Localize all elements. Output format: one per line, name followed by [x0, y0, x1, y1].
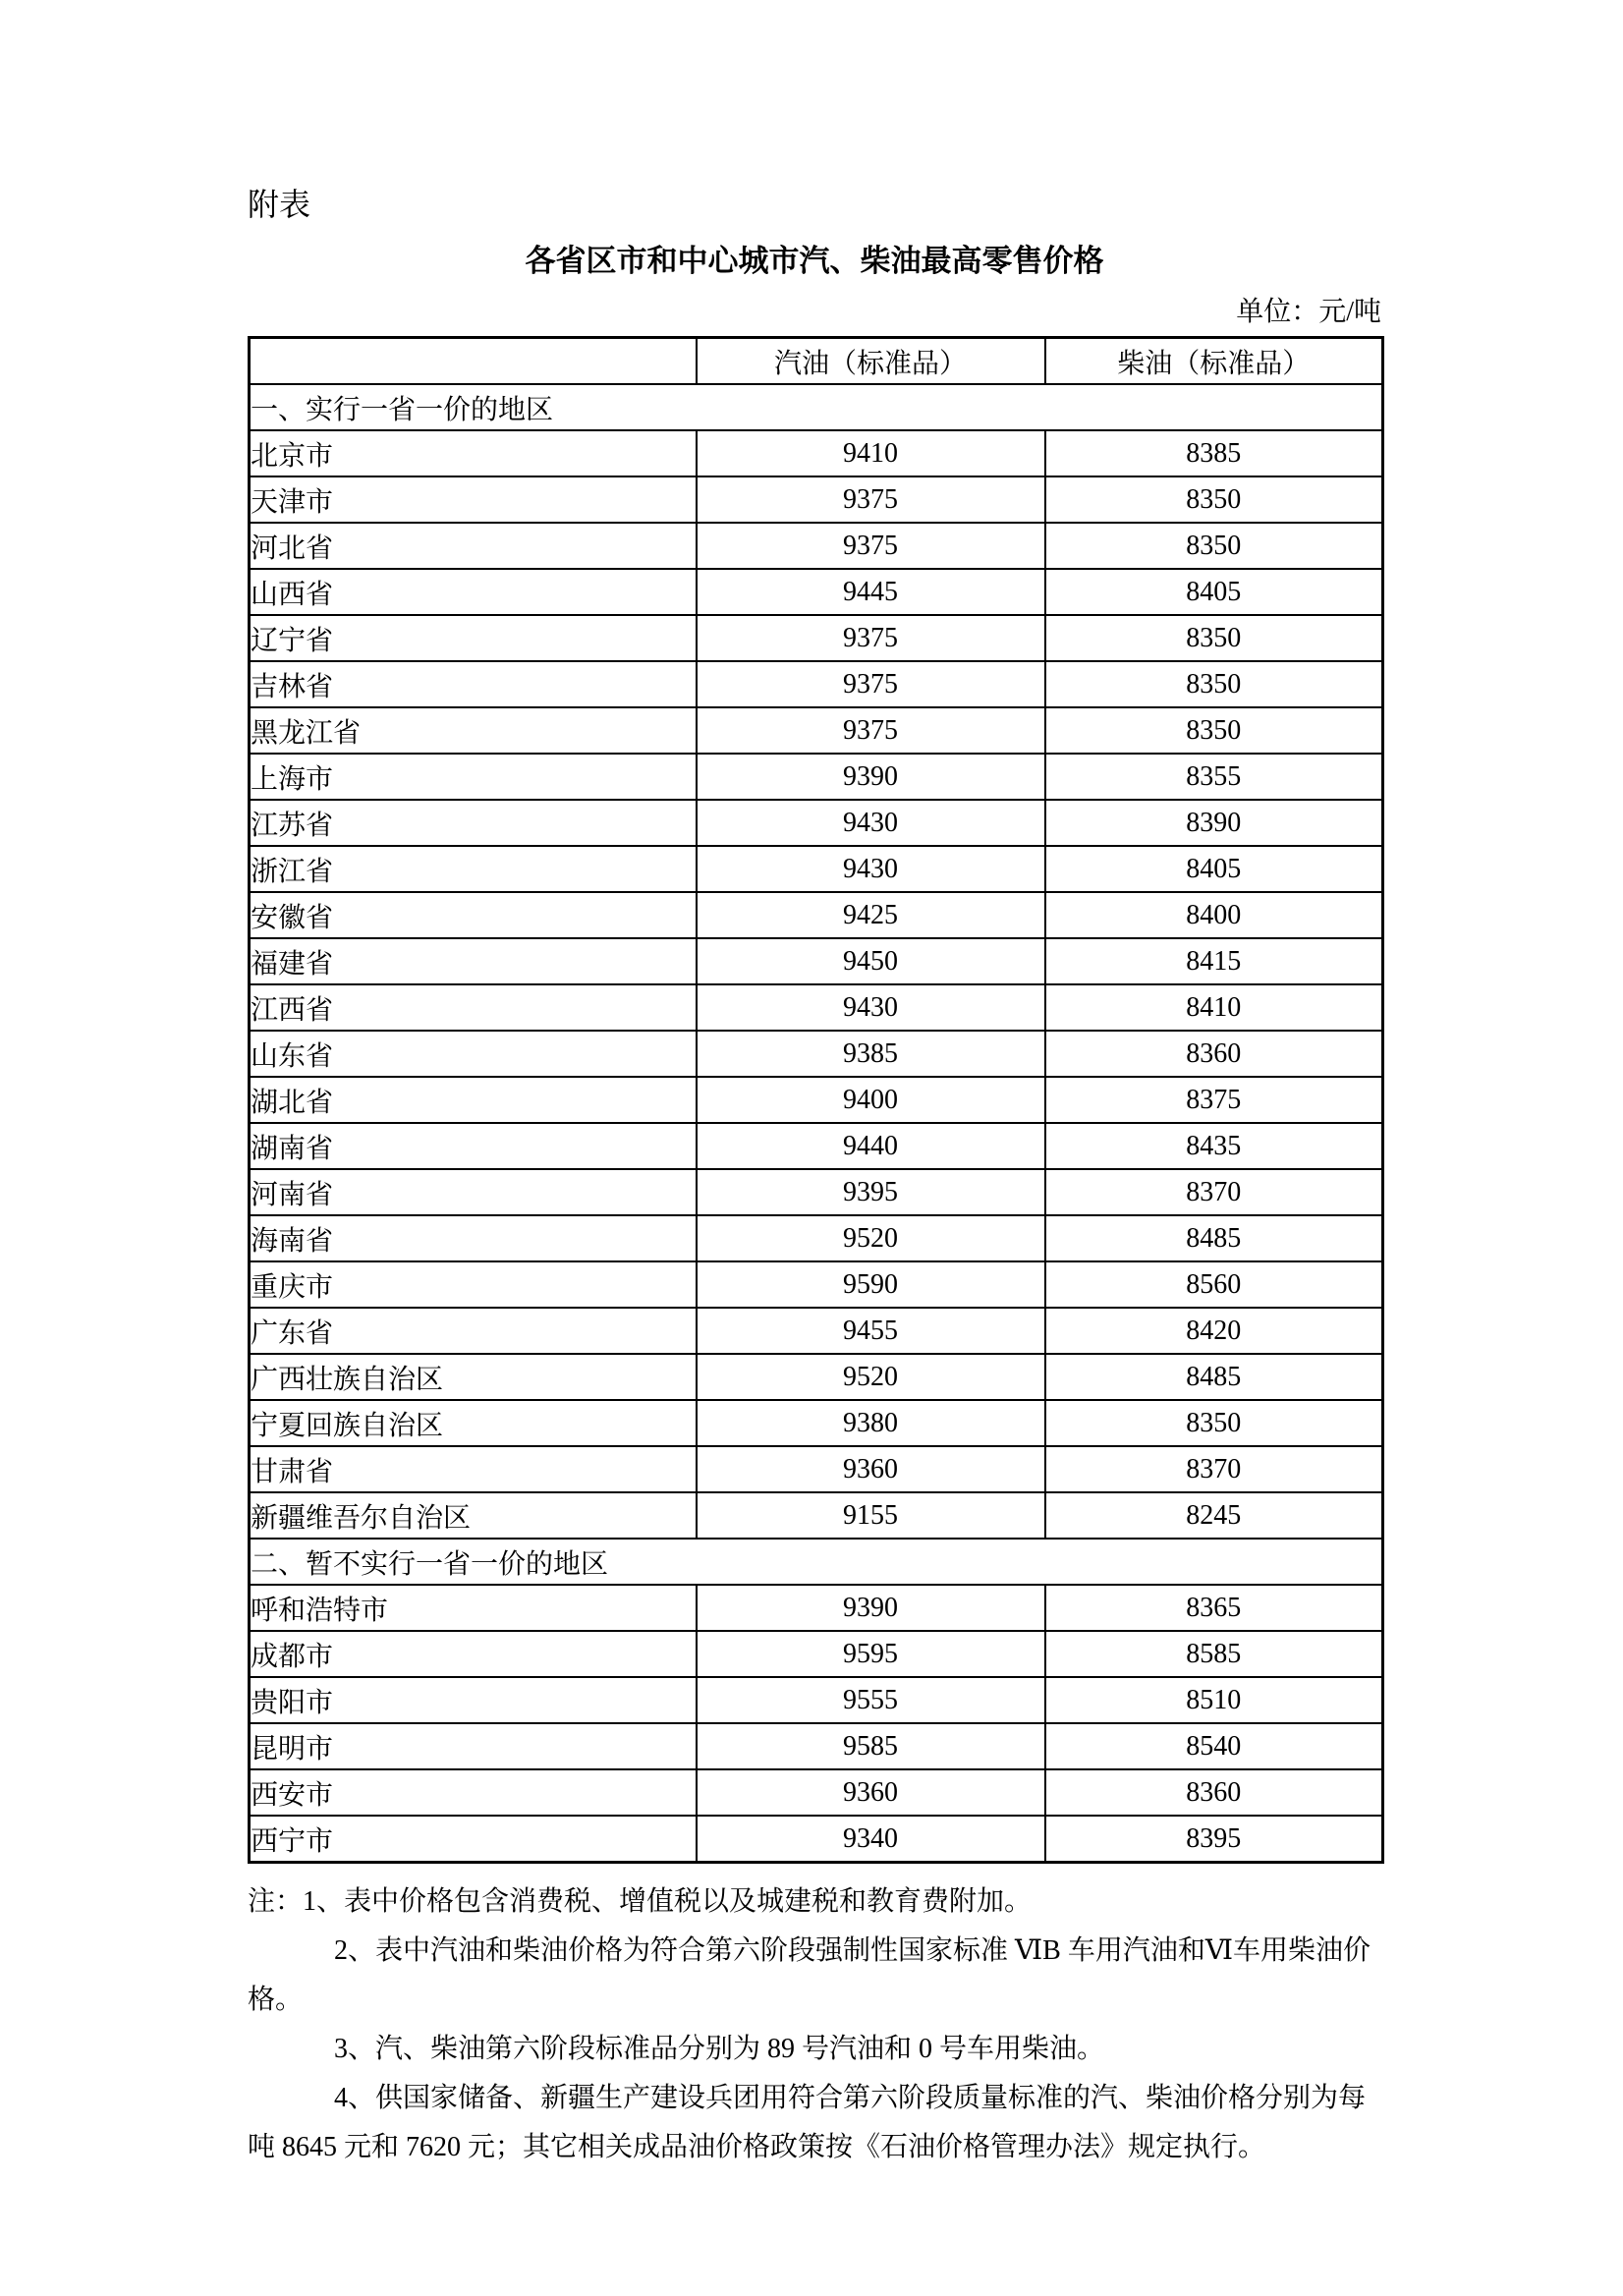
- notes-block: [248, 1877, 1381, 2172]
- table-row: [250, 707, 1383, 754]
- gasoline-price: 9590: [697, 1261, 1045, 1308]
- table-row: [250, 1585, 1383, 1631]
- diesel-price: 8540: [1045, 1723, 1383, 1769]
- page-title: 各省区市和中心城市汽、柴油最高零售价格: [525, 244, 1104, 279]
- diesel-price: 8410: [1045, 984, 1383, 1031]
- region-name: 广西壮族自治区: [250, 1354, 697, 1400]
- region-name: 上海市: [250, 754, 697, 800]
- diesel-price: 8405: [1045, 569, 1383, 615]
- table-row: [250, 569, 1383, 615]
- gasoline-price: 9400: [697, 1077, 1045, 1123]
- price-table: [248, 336, 1384, 1864]
- region-name: 甘肃省: [250, 1446, 697, 1492]
- table-row: [250, 523, 1383, 569]
- diesel-price: 8415: [1045, 938, 1383, 984]
- diesel-price: 8350: [1045, 615, 1383, 661]
- table-row: [250, 1169, 1383, 1215]
- table-row: [250, 938, 1383, 984]
- column-header-diesel: 柴油（标准品）: [1045, 338, 1383, 385]
- diesel-price: 8360: [1045, 1769, 1383, 1816]
- gasoline-price: 9555: [697, 1677, 1045, 1723]
- table-row: [250, 1769, 1383, 1816]
- table-row: [250, 754, 1383, 800]
- region-name: 江西省: [250, 984, 697, 1031]
- attachment-label: 附表: [248, 187, 311, 222]
- table-row: [250, 615, 1383, 661]
- region-name: 宁夏回族自治区: [250, 1400, 697, 1446]
- table-row: [250, 1123, 1383, 1169]
- table-header-row: [250, 338, 1383, 385]
- diesel-price: 8510: [1045, 1677, 1383, 1723]
- gasoline-price: 9385: [697, 1031, 1045, 1077]
- section-header-row: [250, 1539, 1383, 1585]
- table-row: [250, 800, 1383, 846]
- table-row: [250, 1077, 1383, 1123]
- gasoline-price: 9595: [697, 1631, 1045, 1677]
- table-row: [250, 1446, 1383, 1492]
- gasoline-price: 9520: [697, 1215, 1045, 1261]
- table-row: [250, 1215, 1383, 1261]
- note-2: 2、表中汽油和柴油价格为符合第六阶段强制性国家标准 ⅥB 车用汽油和Ⅵ车用柴油价格。: [248, 1935, 1371, 2015]
- gasoline-price: 9375: [697, 523, 1045, 569]
- diesel-price: 8350: [1045, 1400, 1383, 1446]
- diesel-price: 8350: [1045, 523, 1383, 569]
- gasoline-price: 9390: [697, 754, 1045, 800]
- region-name: 湖南省: [250, 1123, 697, 1169]
- gasoline-price: 9340: [697, 1816, 1045, 1863]
- region-name: 北京市: [250, 430, 697, 476]
- region-name: 昆明市: [250, 1723, 697, 1769]
- region-name: 山东省: [250, 1031, 697, 1077]
- diesel-price: 8485: [1045, 1354, 1383, 1400]
- diesel-price: 8365: [1045, 1585, 1383, 1631]
- gasoline-price: 9375: [697, 661, 1045, 707]
- region-name: 山西省: [250, 569, 697, 615]
- gasoline-price: 9585: [697, 1723, 1045, 1769]
- region-name: 呼和浩特市: [250, 1585, 697, 1631]
- column-header-region: [250, 338, 697, 385]
- column-header-gasoline: 汽油（标准品）: [697, 338, 1045, 385]
- diesel-price: 8435: [1045, 1123, 1383, 1169]
- region-name: 广东省: [250, 1308, 697, 1354]
- region-name: 西安市: [250, 1769, 697, 1816]
- unit-label: 单位：元/吨: [1236, 297, 1381, 327]
- table-row: [250, 1308, 1383, 1354]
- diesel-price: 8420: [1045, 1308, 1383, 1354]
- table-row: [250, 476, 1383, 523]
- section-header-row: [250, 384, 1383, 430]
- gasoline-price: 9155: [697, 1492, 1045, 1539]
- section-header: 一、实行一省一价的地区: [250, 384, 1383, 430]
- table-row: [250, 1816, 1383, 1863]
- region-name: 海南省: [250, 1215, 697, 1261]
- region-name: 天津市: [250, 476, 697, 523]
- gasoline-price: 9390: [697, 1585, 1045, 1631]
- table-row: [250, 1723, 1383, 1769]
- diesel-price: 8245: [1045, 1492, 1383, 1539]
- gasoline-price: 9430: [697, 800, 1045, 846]
- region-name: 西宁市: [250, 1816, 697, 1863]
- table-row: [250, 1031, 1383, 1077]
- note-1: 注：1、表中价格包含消费税、增值税以及城建税和教育费附加。: [248, 1886, 1033, 1917]
- region-name: 浙江省: [250, 846, 697, 892]
- gasoline-price: 9380: [697, 1400, 1045, 1446]
- gasoline-price: 9430: [697, 846, 1045, 892]
- diesel-price: 8375: [1045, 1077, 1383, 1123]
- diesel-price: 8585: [1045, 1631, 1383, 1677]
- region-name: 江苏省: [250, 800, 697, 846]
- region-name: 重庆市: [250, 1261, 697, 1308]
- table-row: [250, 1492, 1383, 1539]
- diesel-price: 8485: [1045, 1215, 1383, 1261]
- region-name: 成都市: [250, 1631, 697, 1677]
- gasoline-price: 9360: [697, 1769, 1045, 1816]
- diesel-price: 8390: [1045, 800, 1383, 846]
- diesel-price: 8350: [1045, 661, 1383, 707]
- diesel-price: 8560: [1045, 1261, 1383, 1308]
- gasoline-price: 9375: [697, 615, 1045, 661]
- gasoline-price: 9440: [697, 1123, 1045, 1169]
- gasoline-price: 9430: [697, 984, 1045, 1031]
- gasoline-price: 9375: [697, 707, 1045, 754]
- diesel-price: 8350: [1045, 476, 1383, 523]
- table-row: [250, 661, 1383, 707]
- table-row: [250, 984, 1383, 1031]
- table-row: [250, 430, 1383, 476]
- region-name: 河北省: [250, 523, 697, 569]
- table-row: [250, 1354, 1383, 1400]
- gasoline-price: 9360: [697, 1446, 1045, 1492]
- diesel-price: 8405: [1045, 846, 1383, 892]
- table-row: [250, 1261, 1383, 1308]
- gasoline-price: 9425: [697, 892, 1045, 938]
- region-name: 吉林省: [250, 661, 697, 707]
- region-name: 福建省: [250, 938, 697, 984]
- gasoline-price: 9375: [697, 476, 1045, 523]
- table-row: [250, 846, 1383, 892]
- diesel-price: 8400: [1045, 892, 1383, 938]
- table-row: [250, 892, 1383, 938]
- table-row: [250, 1677, 1383, 1723]
- region-name: 新疆维吾尔自治区: [250, 1492, 697, 1539]
- diesel-price: 8370: [1045, 1446, 1383, 1492]
- note-3: 3、汽、柴油第六阶段标准品分别为 89 号汽油和 0 号车用柴油。: [334, 2034, 1105, 2064]
- gasoline-price: 9445: [697, 569, 1045, 615]
- region-name: 湖北省: [250, 1077, 697, 1123]
- table-row: [250, 1400, 1383, 1446]
- diesel-price: 8360: [1045, 1031, 1383, 1077]
- region-name: 河南省: [250, 1169, 697, 1215]
- gasoline-price: 9450: [697, 938, 1045, 984]
- diesel-price: 8395: [1045, 1816, 1383, 1863]
- diesel-price: 8370: [1045, 1169, 1383, 1215]
- note-4: 4、供国家储备、新疆生产建设兵团用符合第六阶段质量标准的汽、柴油价格分别为每吨 8645 元和 7620 元；其它相关成品油价格政策按《石油价格管理办法》规定执行。: [248, 2083, 1367, 2162]
- region-name: 黑龙江省: [250, 707, 697, 754]
- diesel-price: 8350: [1045, 707, 1383, 754]
- diesel-price: 8385: [1045, 430, 1383, 476]
- region-name: 辽宁省: [250, 615, 697, 661]
- gasoline-price: 9395: [697, 1169, 1045, 1215]
- region-name: 安徽省: [250, 892, 697, 938]
- document-page: [248, 187, 1381, 2172]
- gasoline-price: 9455: [697, 1308, 1045, 1354]
- section-header: 二、暂不实行一省一价的地区: [250, 1539, 1383, 1585]
- region-name: 贵阳市: [250, 1677, 697, 1723]
- table-row: [250, 1631, 1383, 1677]
- gasoline-price: 9410: [697, 430, 1045, 476]
- diesel-price: 8355: [1045, 754, 1383, 800]
- price-table-body: [250, 384, 1383, 1863]
- gasoline-price: 9520: [697, 1354, 1045, 1400]
